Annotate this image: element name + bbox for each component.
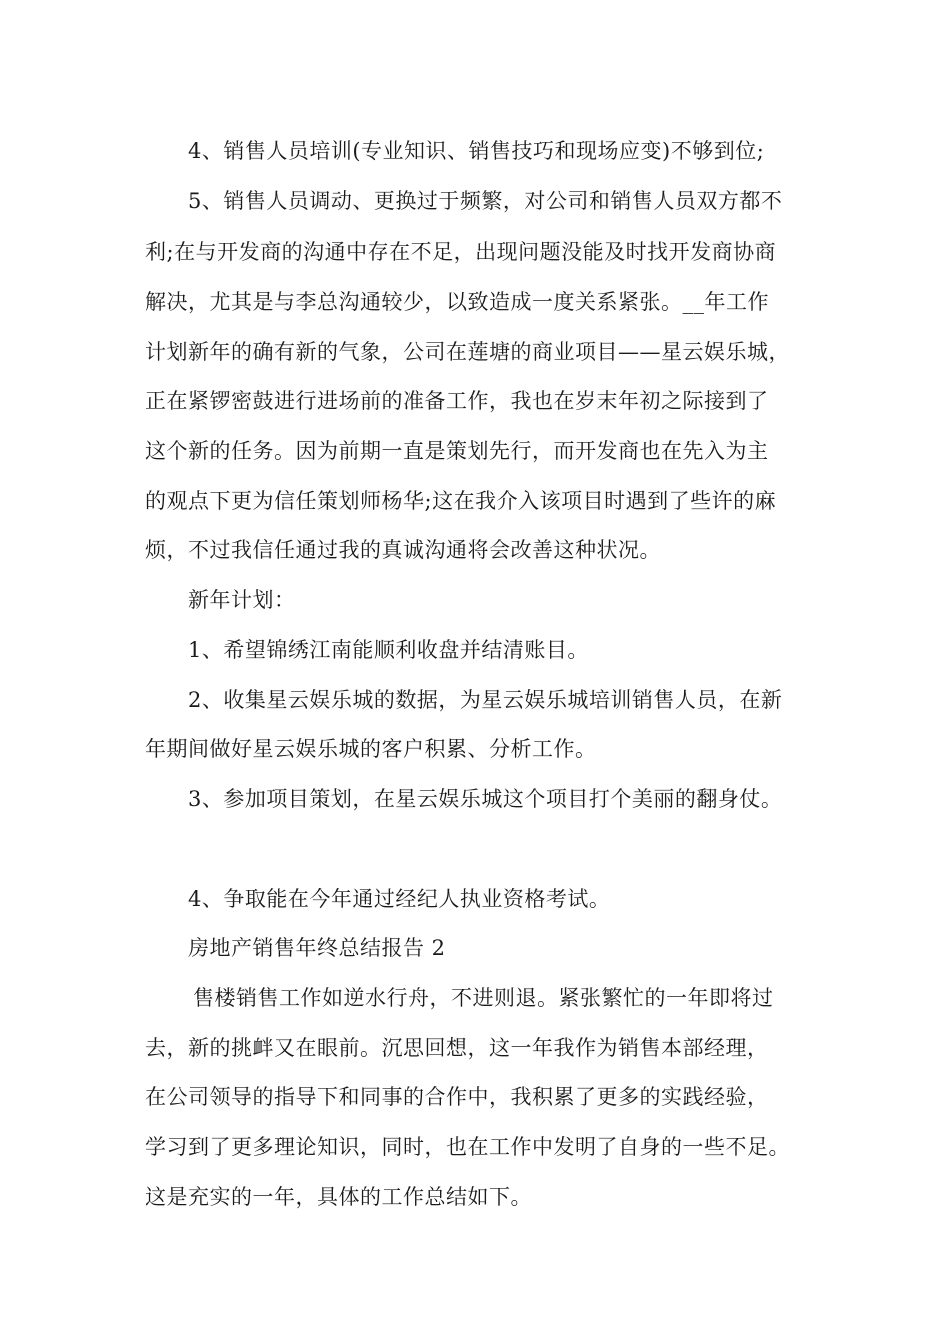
plan-item: 4、争取能在今年通过经纪人执业资格考试。 <box>188 887 611 911</box>
paragraph-line: 在公司领导的指导下和同事的合作中，我积累了更多的实践经验， <box>145 1085 769 1109</box>
paragraph-line: 这是充实的一年，具体的工作总结如下。 <box>145 1185 532 1209</box>
paragraph-line: 正在紧锣密鼓进行进场前的准备工作，我也在岁末年初之际接到了 <box>145 389 769 413</box>
paragraph-line: 4、销售人员培训(专业知识、销售技巧和现场应变)不够到位; <box>188 139 765 163</box>
plan-item: 3、参加项目策划，在星云娱乐城这个项目打个美丽的翻身仗。 <box>188 787 783 811</box>
paragraph-line: 去，新的挑衅又在眼前。沉思回想，这一年我作为销售本部经理， <box>145 1036 769 1060</box>
paragraph-line: 利;在与开发商的沟通中存在不足，出现问题没能及时找开发商协商 <box>145 240 777 264</box>
plan-item: 1、希望锦绣江南能顺利收盘并结清账目。 <box>188 638 589 662</box>
paragraph-line: 学习到了更多理论知识，同时，也在工作中发明了自身的一些不足。 <box>145 1135 790 1159</box>
section-heading: 新年计划： <box>188 588 296 612</box>
report-title: 房地产销售年终总结报告 2 <box>188 936 446 960</box>
paragraph-line: 的观点下更为信任策划师杨华;这在我介入该项目时遇到了些许的麻 <box>145 489 777 513</box>
paragraph-line: 售楼销售工作如逆水行舟，不进则退。紧张繁忙的一年即将过 <box>193 986 774 1010</box>
paragraph-line: 这个新的任务。因为前期一直是策划先行，而开发商也在先入为主 <box>145 439 769 463</box>
paragraph-line: 烦，不过我信任通过我的真诚沟通将会改善这种状况。 <box>145 538 661 562</box>
plan-item-continuation: 年期间做好星云娱乐城的客户积累、分析工作。 <box>145 737 597 761</box>
plan-item: 2、收集星云娱乐城的数据，为星云娱乐城培训销售人员，在新 <box>188 688 783 712</box>
paragraph-line: 计划新年的确有新的气象，公司在莲塘的商业项目——星云娱乐城， <box>145 340 790 364</box>
paragraph-line: 解决，尤其是与李总沟通较少，以致造成一度关系紧张。__年工作 <box>145 290 769 314</box>
paragraph-line: 5、销售人员调动、更换过于频繁，对公司和销售人员双方都不 <box>188 189 783 213</box>
